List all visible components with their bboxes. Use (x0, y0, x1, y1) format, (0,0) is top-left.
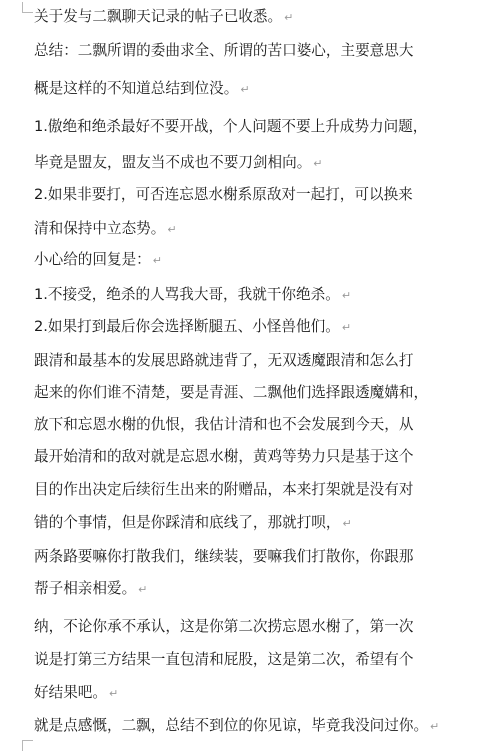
text-line-10: 2.如果打到最后你会选择断腿五、小怪兽他们。 ↵ (34, 318, 352, 335)
paragraph-mark-icon: ↵ (430, 720, 440, 733)
paragraph-mark-icon: ↵ (341, 289, 352, 302)
text-line-19: 纳，不论你承不承认，这是你第二次捞忘恩水榭了，第一次 (34, 618, 414, 635)
page-corner-mark-top (22, 2, 33, 13)
text-line-12: 起来的你们谁不清楚，要是青涯、二飘他们选择跟透魔媾和， (34, 384, 429, 401)
text-line-13: 放下和忘恩水榭的仇恨，我估计清和也不会发展到今天，从 (34, 416, 414, 433)
text-line-11: 跟清和最基本的发展思路就违背了，无双透魔跟清和怎么打 (34, 352, 414, 369)
text-line-3: 概是这样的不知道总结到位没。 ↵ (34, 80, 250, 97)
paragraph-mark-icon: ↵ (138, 583, 148, 596)
paragraph-mark-icon: ↵ (341, 321, 352, 334)
text-line-9: 1.不接受，绝杀的人骂我大哥，我就干你绝杀。 ↵ (34, 286, 352, 303)
text-line-1: 关于发与二飘聊天记录的帖子已收悉。 ↵ (34, 8, 294, 25)
paragraph-mark-icon: ↵ (240, 83, 250, 96)
text-line-6: 2.如果非要打，可否连忘恩水榭系原敌对一起打，可以换来 (34, 186, 413, 203)
text-line-17: 两条路要嘛你打散我们，继续装，要嘛我们打散你，你跟那 (34, 548, 414, 565)
paragraph-mark-icon: ↵ (313, 157, 323, 170)
text-line-16: 错的个事情，但是你踩清和底线了，那就打呗， ↵ (34, 514, 352, 531)
text-line-4: 1.傲绝和绝杀最好不要开战，个人问题不要上升成势力问题， (34, 118, 428, 135)
text-line-5: 毕竟是盟友，盟友当不成也不要刀剑相向。 ↵ (34, 154, 323, 171)
text-line-8: 小心给的回复是： ↵ (34, 251, 162, 268)
text-line-14: 最开始清和的敌对就是忘恩水榭，黄鸡等势力只是基于这个 (34, 448, 414, 465)
paragraph-mark-icon: ↵ (167, 223, 177, 236)
page-corner-mark-bottom (22, 740, 33, 751)
text-line-15: 目的作出决定后续衍生出来的附赠品，本来打架就是没有对 (34, 481, 414, 498)
text-line-22: 就是点感慨，二飘，总结不到位的你见谅，毕竟我没问过你。 ↵ (34, 717, 440, 734)
paragraph-mark-icon: ↵ (284, 11, 294, 24)
text-line-18: 帮子相亲相爱。 ↵ (34, 580, 148, 597)
paragraph-mark-icon: ↵ (152, 254, 162, 267)
text-line-20: 说是打第三方结果一直包清和屁股，这是第二次，希望有个 (34, 651, 414, 668)
paragraph-mark-icon: ↵ (108, 687, 119, 700)
paragraph-mark-icon: ↵ (342, 517, 352, 530)
text-line-7: 清和保持中立态势。 ↵ (34, 220, 177, 237)
text-line-2: 总结：二飘所谓的委曲求全、所谓的苦口婆心，主要意思大 (34, 42, 414, 59)
text-line-21: 好结果吧。 ↵ (34, 684, 119, 701)
